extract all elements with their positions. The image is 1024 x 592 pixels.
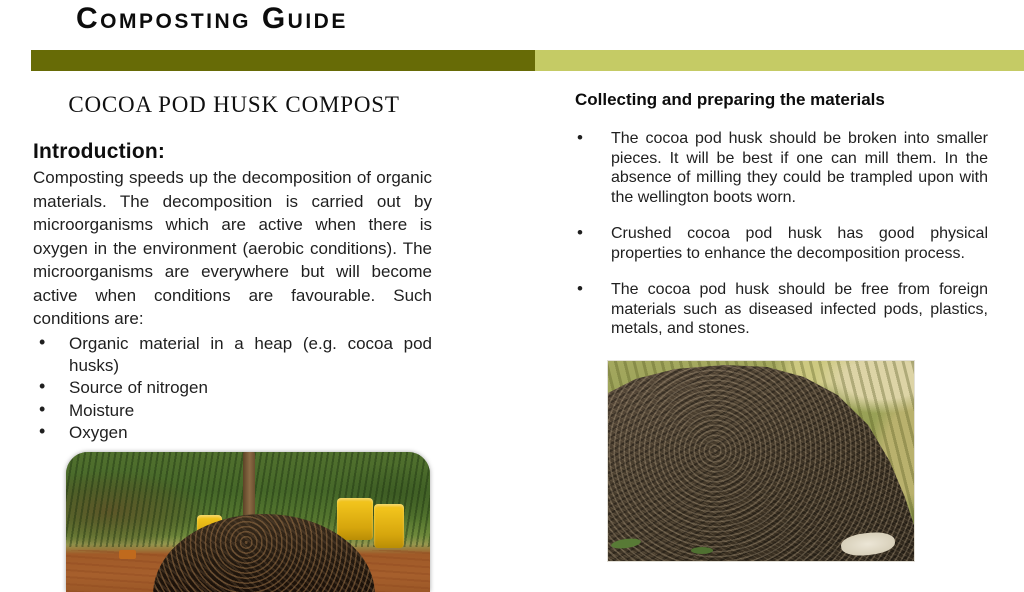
orange-container <box>119 550 136 559</box>
photo-cocoa-husk-heap-field <box>66 452 430 592</box>
green-leaf <box>691 547 713 554</box>
yellow-jerrycan <box>374 504 404 548</box>
preparation-list <box>575 129 988 356</box>
left-column-heading: COCOA POD HUSK COMPOST <box>68 92 400 117</box>
list-item: • Source of nitrogen <box>33 377 432 399</box>
list-item: • The cocoa pod husk should be broken into smaller pieces. It will be best if one can mill them. In the absence of milling they could be trampled upon with the wellington boots worn. <box>575 129 988 207</box>
list-item: • Crushed cocoa pod husk has good physical properties to enhance the decomposition process. <box>575 224 988 263</box>
collecting-heading: Collecting and preparing the materials <box>575 90 885 109</box>
introduction-heading: Introduction: <box>33 140 166 163</box>
page-title: Composting Guide <box>76 2 348 35</box>
yellow-jerrycan <box>337 498 373 540</box>
divider-bar-dark <box>31 50 535 71</box>
list-item: • Oxygen <box>33 422 432 444</box>
introduction-paragraph: Composting speeds up the decomposition of organic materials. The decomposition is carried out by microorganisms which are active when there is oxygen in the environment (aerobic conditions). The microorganisms are everywhere but will become active when conditions are favourable. Such conditions are: <box>33 168 432 328</box>
conditions-list <box>33 333 432 445</box>
list-item: • Organic material in a heap (e.g. cocoa pod husks) <box>33 333 432 376</box>
list-item: • The cocoa pod husk should be free from foreign materials such as diseased infected pods, plastics, metals, and stones. <box>575 280 988 339</box>
photo-crushed-husk-pile <box>607 360 915 562</box>
divider-bar-light <box>535 50 1024 71</box>
list-item: • Moisture <box>33 400 432 422</box>
